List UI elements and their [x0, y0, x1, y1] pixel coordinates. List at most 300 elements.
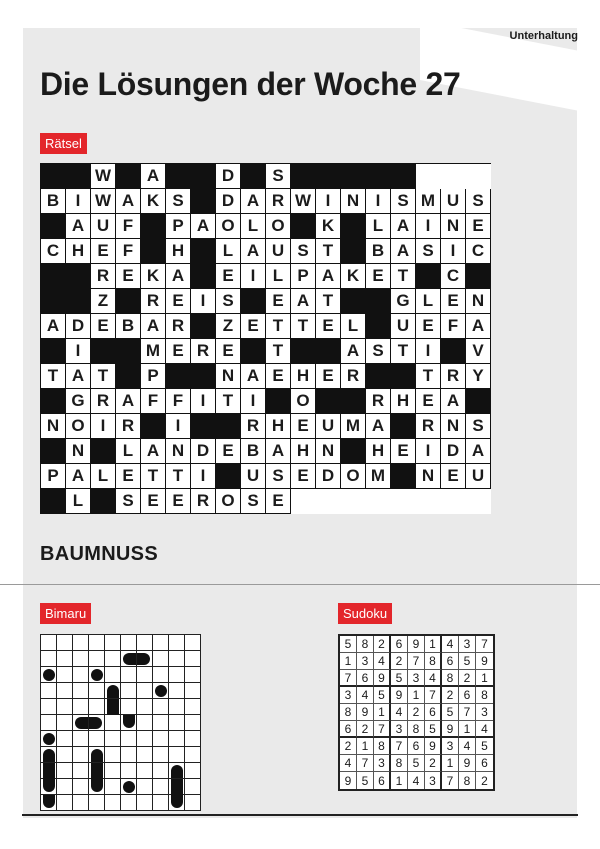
- crossword-letter-cell: D: [66, 314, 91, 339]
- sudoku-cell: 7: [442, 772, 459, 789]
- sudoku-cell: 6: [340, 721, 357, 738]
- sudoku-cell: 5: [340, 636, 357, 653]
- bimaru-cell: [169, 795, 185, 811]
- crossword-black-cell: [441, 339, 466, 364]
- sudoku-cell: 8: [374, 738, 391, 755]
- sudoku-cell: 5: [425, 721, 442, 738]
- crossword-letter-cell: I: [416, 439, 441, 464]
- crossword-black-cell: [466, 389, 491, 414]
- bimaru-cell: [105, 667, 121, 683]
- bimaru-cell: [185, 715, 201, 731]
- crossword-letter-cell: E: [91, 314, 116, 339]
- sudoku-cell: 3: [408, 670, 425, 687]
- bimaru-cell: [57, 779, 73, 795]
- bimaru-cell: [105, 651, 121, 667]
- sudoku-cell: 1: [476, 670, 493, 687]
- crossword-letter-cell: A: [466, 439, 491, 464]
- crossword-letter-cell: G: [391, 289, 416, 314]
- crossword-letter-cell: E: [216, 264, 241, 289]
- sudoku-cell: 7: [357, 755, 374, 772]
- crossword-letter-cell: E: [216, 339, 241, 364]
- bimaru-cell: [121, 747, 137, 763]
- bimaru-cell: [89, 667, 105, 683]
- crossword-black-cell: [41, 439, 66, 464]
- sudoku-grid: [338, 634, 495, 791]
- crossword-letter-cell: D: [216, 189, 241, 214]
- crossword-black-cell: [141, 239, 166, 264]
- sudoku-tag: Sudoku: [338, 603, 392, 624]
- sudoku-cell: 8: [425, 653, 442, 670]
- crossword-black-cell: [116, 164, 141, 189]
- bimaru-cell: [89, 715, 105, 731]
- bimaru-cell: [41, 795, 57, 811]
- crossword-black-cell: [191, 189, 216, 214]
- crossword-black-cell: [141, 214, 166, 239]
- crossword-black-cell: [316, 339, 341, 364]
- crossword-letter-cell: A: [66, 464, 91, 489]
- crossword-letter-cell: T: [166, 464, 191, 489]
- crossword-black-cell: [41, 339, 66, 364]
- crossword-black-cell: [291, 339, 316, 364]
- bimaru-cell: [105, 715, 121, 731]
- bimaru-cell: [73, 795, 89, 811]
- crossword-letter-cell: E: [441, 464, 466, 489]
- crossword-letter-cell: A: [391, 214, 416, 239]
- crossword-black-cell: [341, 239, 366, 264]
- crossword-black-cell: [191, 239, 216, 264]
- crossword-black-cell: [41, 389, 66, 414]
- crossword-letter-cell: S: [266, 164, 291, 189]
- crossword-letter-cell: S: [391, 189, 416, 214]
- ship-left-icon: [123, 653, 136, 665]
- sudoku-cell: 1: [391, 772, 408, 789]
- bimaru-cell: [41, 651, 57, 667]
- crossword-letter-cell: D: [316, 464, 341, 489]
- crossword-letter-cell: A: [466, 314, 491, 339]
- ship-middle-icon: [43, 763, 55, 779]
- bimaru-cell: [185, 667, 201, 683]
- sudoku-cell: 6: [442, 653, 459, 670]
- crossword-letter-cell: A: [341, 339, 366, 364]
- crossword-letter-cell: E: [391, 439, 416, 464]
- ship-right-icon: [137, 653, 150, 665]
- crossword-letter-cell: W: [291, 189, 316, 214]
- crossword-black-cell: [291, 214, 316, 239]
- sudoku-cell: 2: [442, 687, 459, 704]
- bimaru-cell: [89, 795, 105, 811]
- sudoku-cell: 2: [340, 738, 357, 755]
- bimaru-cell: [89, 635, 105, 651]
- crossword-black-cell: [216, 414, 241, 439]
- crossword-letter-cell: D: [216, 164, 241, 189]
- crossword-black-cell: [191, 264, 216, 289]
- sudoku-cell: 5: [391, 670, 408, 687]
- bimaru-cell: [89, 683, 105, 699]
- sudoku-cell: 1: [442, 755, 459, 772]
- crossword-black-cell: [391, 164, 416, 189]
- crossword-black-cell: [191, 364, 216, 389]
- crossword-letter-cell: T: [316, 239, 341, 264]
- bimaru-cell: [169, 763, 185, 779]
- ship-right-icon: [89, 717, 102, 729]
- sudoku-cell: 5: [408, 755, 425, 772]
- sudoku-cell: 1: [425, 636, 442, 653]
- crossword-empty: [341, 489, 366, 514]
- sudoku-cell: 2: [374, 636, 391, 653]
- crossword-black-cell: [366, 364, 391, 389]
- sudoku-cell: 6: [408, 738, 425, 755]
- crossword-letter-cell: W: [91, 189, 116, 214]
- ship-left-icon: [75, 717, 88, 729]
- crossword-letter-cell: R: [91, 264, 116, 289]
- sudoku-cell: 7: [340, 670, 357, 687]
- sudoku-cell: 9: [408, 636, 425, 653]
- crossword-letter-cell: E: [316, 364, 341, 389]
- crossword-black-cell: [41, 264, 66, 289]
- bimaru-cell: [137, 715, 153, 731]
- crossword-letter-cell: D: [441, 439, 466, 464]
- crossword-letter-cell: O: [216, 489, 241, 514]
- crossword-empty: [466, 489, 491, 514]
- ship-circle-icon: [43, 733, 55, 745]
- crossword-letter-cell: R: [91, 389, 116, 414]
- crossword-letter-cell: K: [316, 214, 341, 239]
- sudoku-cell: 8: [476, 687, 493, 704]
- crossword-letter-cell: S: [466, 414, 491, 439]
- crossword-letter-cell: S: [416, 239, 441, 264]
- crossword-letter-cell: I: [66, 339, 91, 364]
- sudoku-cell: 5: [476, 738, 493, 755]
- crossword-letter-cell: O: [66, 414, 91, 439]
- bimaru-cell: [153, 779, 169, 795]
- sudoku-cell: 6: [459, 687, 476, 704]
- bimaru-cell: [73, 651, 89, 667]
- crossword-letter-cell: Z: [216, 314, 241, 339]
- bimaru-cell: [105, 763, 121, 779]
- crossword-black-cell: [341, 389, 366, 414]
- bimaru-cell: [121, 699, 137, 715]
- crossword-letter-cell: A: [41, 314, 66, 339]
- crossword-empty: [466, 164, 491, 189]
- sudoku-cell: 1: [374, 704, 391, 721]
- crossword-letter-cell: G: [66, 389, 91, 414]
- crossword-letter-cell: U: [241, 464, 266, 489]
- crossword-letter-cell: W: [91, 164, 116, 189]
- crossword-letter-cell: H: [291, 439, 316, 464]
- crossword-letter-cell: S: [291, 239, 316, 264]
- crossword-letter-cell: I: [191, 289, 216, 314]
- crossword-letter-cell: F: [166, 389, 191, 414]
- crossword-letter-cell: E: [316, 314, 341, 339]
- bimaru-cell: [57, 667, 73, 683]
- crossword-black-cell: [66, 289, 91, 314]
- crossword-letter-cell: L: [116, 439, 141, 464]
- crossword-empty: [416, 489, 441, 514]
- crossword-letter-cell: E: [266, 289, 291, 314]
- crossword-black-cell: [66, 164, 91, 189]
- crossword-answer: BAUMNUSS: [40, 543, 158, 565]
- bimaru-cell: [185, 731, 201, 747]
- crossword-letter-cell: C: [41, 239, 66, 264]
- bimaru-cell: [185, 651, 201, 667]
- bimaru-cell: [137, 747, 153, 763]
- crossword-letter-cell: E: [141, 489, 166, 514]
- crossword-black-cell: [116, 289, 141, 314]
- sudoku-cell: 9: [340, 772, 357, 789]
- crossword-letter-cell: S: [241, 489, 266, 514]
- crossword-black-cell: [341, 214, 366, 239]
- sudoku-cell: 4: [425, 670, 442, 687]
- bimaru-cell: [169, 715, 185, 731]
- crossword-letter-cell: R: [441, 364, 466, 389]
- sudoku-cell: 6: [476, 755, 493, 772]
- bimaru-cell: [153, 731, 169, 747]
- crossword-letter-cell: A: [116, 389, 141, 414]
- crossword-black-cell: [366, 314, 391, 339]
- sudoku-cell: 7: [391, 738, 408, 755]
- bimaru-cell: [73, 747, 89, 763]
- sudoku-cell: 3: [459, 636, 476, 653]
- crossword-letter-cell: E: [166, 339, 191, 364]
- bimaru-cell: [105, 683, 121, 699]
- ship-middle-icon: [171, 779, 183, 795]
- bimaru-cell: [121, 763, 137, 779]
- bimaru-cell: [121, 635, 137, 651]
- crossword-letter-cell: K: [141, 264, 166, 289]
- sudoku-cell: 2: [459, 670, 476, 687]
- bimaru-cell: [153, 747, 169, 763]
- ship-bottom-icon: [43, 779, 55, 792]
- crossword-letter-cell: A: [391, 239, 416, 264]
- crossword-black-cell: [191, 164, 216, 189]
- sudoku-cell: 9: [374, 670, 391, 687]
- bimaru-cell: [57, 699, 73, 715]
- crossword-letter-cell: R: [341, 364, 366, 389]
- crossword-letter-cell: V: [466, 339, 491, 364]
- page-title: Die Lösungen der Woche 27: [40, 66, 461, 102]
- bimaru-cell: [153, 763, 169, 779]
- sudoku-cell: 2: [408, 704, 425, 721]
- crossword-letter-cell: T: [391, 264, 416, 289]
- crossword-letter-cell: L: [91, 464, 116, 489]
- crossword-letter-cell: I: [366, 189, 391, 214]
- crossword-letter-cell: A: [141, 439, 166, 464]
- sudoku-cell: 5: [442, 704, 459, 721]
- crossword-letter-cell: F: [441, 314, 466, 339]
- crossword-black-cell: [341, 439, 366, 464]
- bimaru-cell: [169, 747, 185, 763]
- bimaru-cell: [105, 635, 121, 651]
- bimaru-cell: [73, 635, 89, 651]
- crossword-letter-cell: I: [316, 189, 341, 214]
- crossword-black-cell: [241, 339, 266, 364]
- crossword-black-cell: [366, 289, 391, 314]
- sudoku-cell: 9: [425, 738, 442, 755]
- crossword-letter-cell: E: [466, 214, 491, 239]
- bimaru-cell: [137, 667, 153, 683]
- crossword-letter-cell: F: [116, 239, 141, 264]
- ship-middle-icon: [91, 763, 103, 779]
- crossword-letter-cell: E: [266, 364, 291, 389]
- sudoku-cell: 1: [459, 721, 476, 738]
- crossword-letter-cell: N: [166, 439, 191, 464]
- crossword-letter-cell: C: [441, 264, 466, 289]
- bimaru-cell: [57, 635, 73, 651]
- bimaru-cell: [121, 795, 137, 811]
- bimaru-cell: [73, 731, 89, 747]
- bimaru-cell: [105, 795, 121, 811]
- crossword-letter-cell: N: [416, 464, 441, 489]
- ship-bottom-icon: [43, 795, 55, 808]
- crossword-letter-cell: L: [266, 264, 291, 289]
- crossword-empty: [416, 164, 441, 189]
- crossword-letter-cell: C: [466, 239, 491, 264]
- bimaru-cell: [137, 779, 153, 795]
- bimaru-cell: [89, 699, 105, 715]
- sudoku-cell: 4: [442, 636, 459, 653]
- bimaru-cell: [57, 651, 73, 667]
- crossword-letter-cell: Z: [91, 289, 116, 314]
- crossword-letter-cell: M: [416, 189, 441, 214]
- crossword-letter-cell: T: [91, 364, 116, 389]
- crossword-letter-cell: S: [216, 289, 241, 314]
- bimaru-cell: [41, 731, 57, 747]
- crossword-black-cell: [166, 164, 191, 189]
- bimaru-cell: [185, 699, 201, 715]
- crossword-letter-cell: P: [41, 464, 66, 489]
- ship-circle-icon: [123, 781, 135, 793]
- sudoku-cell: 4: [459, 738, 476, 755]
- crossword-letter-cell: U: [266, 239, 291, 264]
- crossword-letter-cell: R: [191, 489, 216, 514]
- crossword-black-cell: [316, 389, 341, 414]
- crossword-letter-cell: I: [66, 189, 91, 214]
- crossword-letter-cell: N: [41, 414, 66, 439]
- bimaru-cell: [169, 651, 185, 667]
- crossword-letter-cell: N: [341, 189, 366, 214]
- bimaru-cell: [137, 731, 153, 747]
- bimaru-cell: [137, 683, 153, 699]
- sudoku-cell: 2: [357, 721, 374, 738]
- crossword-letter-cell: H: [266, 414, 291, 439]
- crossword-letter-cell: H: [66, 239, 91, 264]
- crossword-black-cell: [241, 164, 266, 189]
- crossword-black-cell: [91, 489, 116, 514]
- bimaru-cell: [41, 763, 57, 779]
- ship-circle-icon: [155, 685, 167, 697]
- crossword-letter-cell: A: [291, 289, 316, 314]
- crossword-empty: [441, 489, 466, 514]
- crossword-letter-cell: A: [66, 364, 91, 389]
- crossword-letter-cell: S: [366, 339, 391, 364]
- crossword-empty: [441, 164, 466, 189]
- crossword-black-cell: [41, 289, 66, 314]
- sudoku-cell: 2: [391, 653, 408, 670]
- crossword-letter-cell: E: [291, 414, 316, 439]
- sudoku-cell: 3: [340, 687, 357, 704]
- crossword-black-cell: [91, 339, 116, 364]
- bimaru-tag: Bimaru: [40, 603, 91, 624]
- bimaru-cell: [137, 651, 153, 667]
- sudoku-cell: 7: [374, 721, 391, 738]
- crossword-letter-cell: B: [116, 314, 141, 339]
- crossword-letter-cell: N: [66, 439, 91, 464]
- crossword-letter-cell: S: [266, 464, 291, 489]
- bimaru-cell: [153, 667, 169, 683]
- crossword-letter-cell: E: [416, 314, 441, 339]
- crossword-letter-cell: M: [366, 464, 391, 489]
- ship-top-icon: [43, 749, 55, 762]
- sudoku-cell: 3: [442, 738, 459, 755]
- crossword-letter-cell: T: [141, 464, 166, 489]
- sudoku-cell: 4: [374, 653, 391, 670]
- crossword-letter-cell: A: [241, 364, 266, 389]
- sudoku-cell: 5: [357, 772, 374, 789]
- bimaru-cell: [73, 699, 89, 715]
- crossword-letter-cell: S: [166, 189, 191, 214]
- crossword-black-cell: [116, 339, 141, 364]
- bimaru-cell: [153, 635, 169, 651]
- crossword-letter-cell: O: [266, 214, 291, 239]
- crossword-letter-cell: K: [341, 264, 366, 289]
- crossword-letter-cell: A: [316, 264, 341, 289]
- bimaru-cell: [121, 731, 137, 747]
- crossword-letter-cell: O: [341, 464, 366, 489]
- sudoku-cell: 6: [374, 772, 391, 789]
- bimaru-cell: [41, 699, 57, 715]
- bimaru-cell: [41, 779, 57, 795]
- sudoku-cell: 7: [476, 636, 493, 653]
- sudoku-cell: 3: [391, 721, 408, 738]
- sudoku-cell: 3: [374, 755, 391, 772]
- crossword-letter-cell: I: [241, 389, 266, 414]
- sudoku-cell: 5: [374, 687, 391, 704]
- crossword-letter-cell: B: [366, 239, 391, 264]
- bimaru-cell: [89, 731, 105, 747]
- bimaru-cell: [185, 779, 201, 795]
- sudoku-cell: 3: [476, 704, 493, 721]
- crossword-black-cell: [316, 164, 341, 189]
- sudoku-cell: 1: [340, 653, 357, 670]
- bimaru-cell: [73, 715, 89, 731]
- crossword-letter-cell: L: [366, 214, 391, 239]
- crossword-letter-cell: T: [291, 314, 316, 339]
- crossword-letter-cell: I: [91, 414, 116, 439]
- ship-circle-icon: [43, 669, 55, 681]
- bimaru-cell: [121, 651, 137, 667]
- crossword-letter-cell: U: [391, 314, 416, 339]
- sudoku-cell: 4: [340, 755, 357, 772]
- crossword-black-cell: [341, 164, 366, 189]
- sudoku-cell: 8: [391, 755, 408, 772]
- crossword-letter-cell: P: [291, 264, 316, 289]
- crossword-letter-cell: A: [366, 414, 391, 439]
- bimaru-cell: [41, 747, 57, 763]
- crossword-empty: [391, 489, 416, 514]
- bimaru-cell: [89, 779, 105, 795]
- bimaru-cell: [185, 795, 201, 811]
- crossword-letter-cell: R: [416, 414, 441, 439]
- sudoku-cell: 9: [459, 755, 476, 772]
- crossword-letter-cell: T: [266, 339, 291, 364]
- sudoku-cell: 7: [459, 704, 476, 721]
- sudoku-cell: 8: [408, 721, 425, 738]
- bimaru-cell: [41, 635, 57, 651]
- sudoku-cell: 6: [357, 670, 374, 687]
- crossword-letter-cell: R: [241, 414, 266, 439]
- bimaru-cell: [105, 747, 121, 763]
- sudoku-cell: 9: [357, 704, 374, 721]
